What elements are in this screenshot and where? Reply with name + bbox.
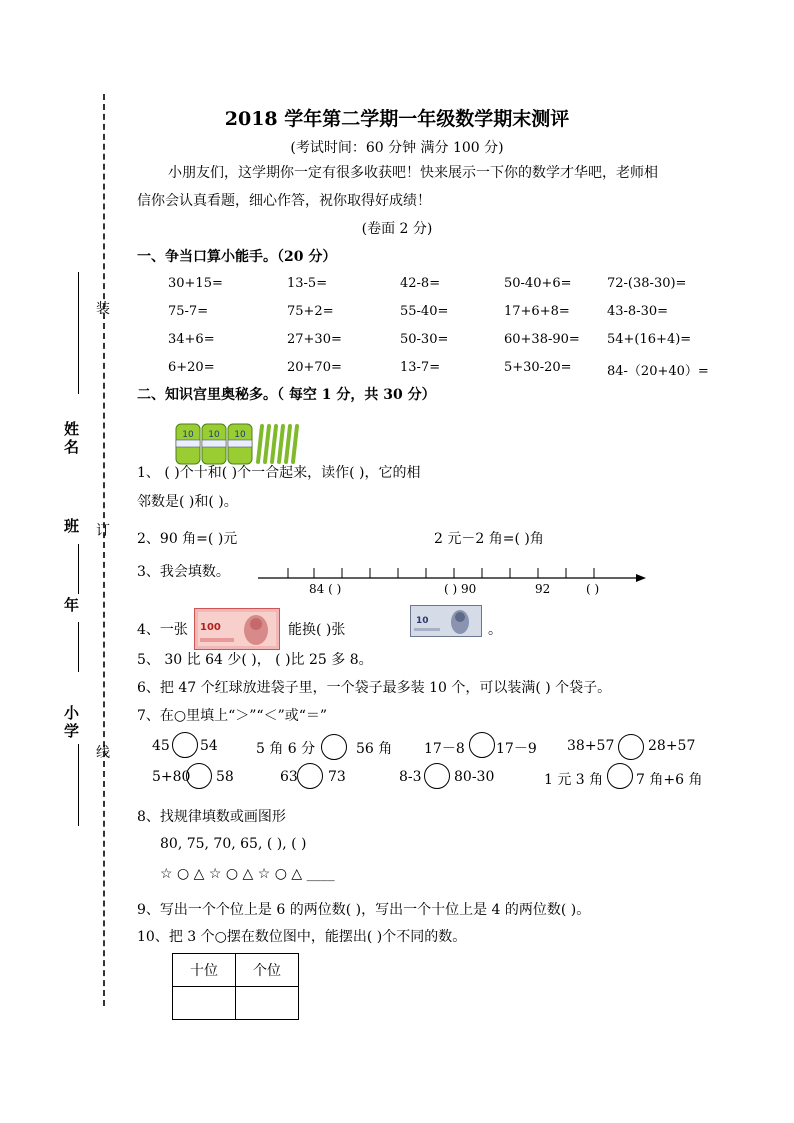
school-label: 小学 — [64, 704, 80, 740]
calc-item: 5+30-20= — [504, 360, 572, 375]
question-9: 9、写出一个个位上是 6 的两位数( )，写出一个十位上是 4 的两位数( )。 — [137, 902, 591, 918]
question-1-line-2: 邻数是( )和( )。 — [137, 494, 238, 510]
question-10: 10、把 3 个○摆在数位图中，能摆出( )个不同的数。 — [137, 929, 467, 945]
compare-right: 73 — [328, 769, 346, 785]
svg-text:100: 100 — [200, 622, 221, 633]
ones-cell[interactable] — [236, 987, 299, 1020]
calc-item: 27+30= — [287, 332, 342, 347]
page-title: 2018 学年第二学期一年级数学期末测评 — [224, 108, 570, 130]
calc-item: 55-40= — [400, 304, 449, 319]
question-1-line-1: 1、 ( )个十和( )个一合起来，读作( )，它的相 — [137, 465, 421, 481]
compare-left: 8-3 — [399, 769, 422, 785]
calc-item: 84-（20+40）= — [607, 364, 709, 379]
table-header-tens: 十位 — [173, 954, 236, 987]
compare-circle[interactable] — [469, 732, 495, 758]
compare-left: 38+57 — [567, 738, 615, 754]
class-label: 班 — [64, 517, 80, 535]
banknote-10-icon — [410, 605, 482, 637]
question-8-shapes: ☆ ○ △ ☆ ○ △ ☆ ○ △ ____ — [160, 866, 335, 882]
number-line-label: ( ) — [586, 582, 600, 596]
compare-right: 80-30 — [454, 769, 495, 785]
number-line-label: ( ) 90 — [444, 582, 477, 596]
grade-label: 年 — [64, 596, 80, 614]
svg-text:10: 10 — [208, 430, 220, 440]
svg-text:10: 10 — [234, 430, 246, 440]
question-8: 8、找规律填数或画图形 — [137, 809, 286, 825]
question-5: 5、 30 比 64 少( )， ( )比 25 多 8。 — [137, 652, 373, 668]
compare-circle[interactable] — [424, 763, 450, 789]
svg-text:10: 10 — [416, 616, 429, 626]
tens-cell[interactable] — [173, 987, 236, 1020]
calc-item: 43-8-30= — [607, 304, 669, 319]
compare-right: 7 角+6 角 — [636, 772, 703, 788]
compare-right: 17－9 — [496, 741, 537, 757]
question-4-middle: 能换( )张 — [288, 622, 346, 638]
number-line-label: 84 ( ) — [309, 582, 342, 596]
compare-left: 63 — [280, 769, 298, 785]
question-8-sequence: 80, 75, 70, 65, ( ), ( ) — [160, 836, 307, 852]
grade-underline — [78, 622, 79, 672]
calc-item: 50-40+6= — [504, 276, 572, 291]
question-4-prefix: 4、一张 — [137, 622, 188, 638]
bundle-of-ten — [228, 424, 252, 464]
intro-line-1: 小朋友们，这学期你一定有很多收获吧！快来展示一下你的数学才华吧，老师相 — [168, 165, 658, 181]
compare-circle[interactable] — [618, 734, 644, 760]
calc-item: 50-30= — [400, 332, 449, 347]
bundle-of-ten — [176, 424, 200, 464]
calc-item: 30+15= — [168, 276, 223, 291]
compare-left: 1 元 3 角 — [544, 772, 604, 788]
compare-circle[interactable] — [297, 763, 323, 789]
place-value-table — [172, 953, 299, 1020]
calc-item: 13-5= — [287, 276, 328, 291]
compare-circle[interactable] — [321, 734, 347, 760]
calc-item: 60+38-90= — [504, 332, 580, 347]
compare-left: 17－8 — [424, 741, 465, 757]
compare-left: 5 角 6 分 — [256, 741, 316, 757]
banknote-100-icon — [194, 608, 280, 650]
single-sticks — [258, 426, 297, 462]
compare-right: 56 角 — [356, 741, 393, 757]
question-4-suffix: 。 — [488, 622, 502, 638]
calc-item: 75-7= — [168, 304, 209, 319]
calc-item: 20+70= — [287, 360, 342, 375]
binding-char-zhuang: 装 — [96, 301, 110, 317]
svg-text:10: 10 — [182, 430, 194, 440]
binding-char-xian: 线 — [96, 745, 110, 761]
table-header-ones: 个位 — [236, 954, 299, 987]
calc-item: 72-(38-30)= — [607, 276, 687, 291]
compare-circle[interactable] — [172, 732, 198, 758]
calc-item: 6+20= — [168, 360, 215, 375]
calc-item: 54+(16+4)= — [607, 332, 692, 347]
question-6: 6、把 47 个红球放进袋子里，一个袋子最多装 10 个，可以装满( ) 个袋子。 — [137, 680, 612, 696]
question-2b: 2 元－2 角=( )角 — [434, 531, 544, 547]
neatness-score: (卷面 2 分) — [361, 221, 433, 237]
compare-circle[interactable] — [186, 763, 212, 789]
binding-char-ding: 订 — [96, 523, 110, 539]
question-2a: 2、90 角=( )元 — [137, 531, 238, 547]
number-line-label: 92 — [535, 582, 551, 596]
calc-item: 34+6= — [168, 332, 215, 347]
section1-heading: 一、争当口算小能手。（20 分） — [137, 249, 337, 265]
question-3: 3、我会填数。 — [137, 564, 230, 580]
compare-right: 54 — [200, 738, 218, 754]
question-7: 7、在○里填上“＞”“＜”或“＝” — [137, 708, 328, 724]
name-label: 姓名 — [64, 420, 80, 456]
exam-info: (考试时间：60 分钟 满分 100 分) — [290, 140, 504, 156]
name-underline — [78, 272, 79, 394]
compare-left: 45 — [152, 738, 170, 754]
section2-heading: 二、知识宫里奥秘多。（ 每空 1 分，共 30 分） — [137, 387, 436, 403]
compare-left: 5+80 — [152, 769, 191, 785]
compare-circle[interactable] — [607, 763, 633, 789]
calc-item: 17+6+8= — [504, 304, 570, 319]
bundle-of-ten — [202, 424, 226, 464]
calc-item: 42-8= — [400, 276, 441, 291]
calc-item: 75+2= — [287, 304, 334, 319]
school-underline — [78, 744, 79, 826]
class-underline — [78, 544, 79, 594]
calc-item: 13-7= — [400, 360, 441, 375]
compare-right: 28+57 — [648, 738, 696, 754]
intro-line-2: 信你会认真看题，细心作答，祝你取得好成绩！ — [137, 193, 431, 209]
compare-right: 58 — [216, 769, 234, 785]
